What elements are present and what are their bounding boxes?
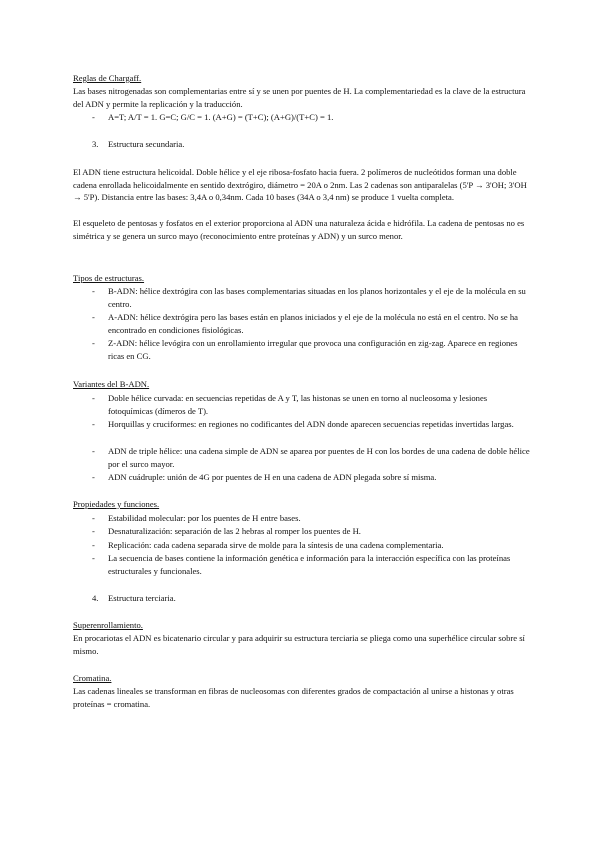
- list-item: Replicación: cada cadena separada sirve de molde para la síntesis de una cadena complementaria.: [108, 540, 444, 550]
- bullet: -: [92, 312, 95, 322]
- types-heading: Tipos de estructuras.: [73, 273, 145, 283]
- bullet: -: [92, 112, 95, 122]
- bullet: -: [92, 540, 95, 550]
- bullet: -: [92, 446, 95, 456]
- list-item: Z-ADN: hélice levógira con un enrollamiento irregular que provoca una configuración en zig-zag. Aparece en regiones ricas en CG.: [108, 338, 518, 361]
- chromatin-heading: Cromatina.: [73, 673, 112, 683]
- supercoil-text: En procariotas el ADN es bicatenario circular y para adquirir su estructura terciaria se pliega como una superhélice circular sobre sí mismo.: [73, 633, 525, 656]
- section-title: Estructura secundaria.: [108, 139, 185, 149]
- supercoil-heading: Superenrollamiento.: [73, 620, 143, 630]
- bullet: -: [92, 513, 95, 523]
- list-item: Desnaturalización: separación de las 2 hebras al romper los puentes de H.: [108, 526, 361, 536]
- list-item: Estabilidad molecular: por los puentes de H entre bases.: [108, 513, 301, 523]
- chromatin-text: Las cadenas lineales se transforman en fibras de nucleosomas con diferentes grados de compactación al unirse a histonas y otras proteínas = cromatina.: [73, 686, 514, 709]
- list-item: Doble hélice curvada: en secuencias repetidas de A y T, las histonas se unen en torno al nucleosoma y lesiones fotoquímicas (dímeros de T).: [108, 393, 488, 416]
- chargaff-intro: Las bases nitrogenadas son complementarias entre sí y se unen por puentes de H. La complementariedad es la clave de la estructura del ADN y permite la replicación y la traducción.: [73, 86, 526, 109]
- properties-heading: Propiedades y funciones.: [73, 499, 160, 509]
- bullet: -: [92, 393, 95, 403]
- variants-heading: Variantes del B-ADN.: [73, 379, 150, 389]
- bullet: -: [92, 338, 95, 348]
- helix-paragraph-1: El ADN tiene estructura helicoidal. Doble hélice y el eje ribosa-fosfato hacia fuera. 2 polímeros de nucleótidos forman una doble cadena enrollada helicoidalmente en sentido dextrógiro, diámetro = 20A o 2nm. Las 2 cadenas son antiparalelas (5'P → 3'OH; 3'OH → 5'P). Distancia entre las bases: 3,4A o 0,34nm. Cada 10 bases (34A o 3,4 nm) se produce 1 vuelta completa.: [73, 167, 527, 203]
- helix-paragraph-2: El esqueleto de pentosas y fosfatos en el exterior proporciona al ADN una naturaleza ácida e hidrófila. La cadena de pentosas no es simétrica y se genera un surco mayo (reconocimiento entre proteínas y ADN) y un surco menor.: [73, 218, 525, 241]
- list-item: Horquillas y cruciformes: en regiones no codificantes del ADN donde aparecen secuencias repetidas invertidas largas.: [108, 419, 514, 429]
- list-item: ADN de triple hélice: una cadena simple de ADN se aparea por puentes de H con los bordes de una cadena de doble hélice por el surco mayor.: [108, 446, 530, 469]
- chargaff-heading: Reglas de Chargaff.: [73, 73, 142, 83]
- bullet: -: [92, 526, 95, 536]
- bullet: -: [92, 553, 95, 563]
- list-item: B-ADN: hélice dextrógira con las bases complementarias situadas en los planos horizontales y el eje de la molécula en su centro.: [108, 286, 526, 309]
- list-item: La secuencia de bases contiene la información genética e información para la interacción específica con las proteínas estructurales y funcionales.: [108, 553, 511, 576]
- bullet: -: [92, 419, 95, 429]
- section-number: 3.: [92, 139, 99, 149]
- list-item: A-ADN: hélice dextrógira pero las bases están en planos iniciados y el eje de la molécula no está en el centro. No se ha encontrado en condiciones fisiológicas.: [108, 312, 518, 335]
- bullet: -: [92, 286, 95, 296]
- chargaff-rule: A=T; A/T = 1. G=C; G/C = 1. (A+G) = (T+C); (A+G)/(T+C) = 1.: [108, 112, 334, 122]
- section-title: Estructura terciaria.: [108, 593, 176, 603]
- list-item: ADN cuádruple: unión de 4G por puentes de H en una cadena de ADN plegada sobre sí misma.: [108, 472, 437, 482]
- section-number: 4.: [92, 593, 99, 603]
- bullet: -: [92, 472, 95, 482]
